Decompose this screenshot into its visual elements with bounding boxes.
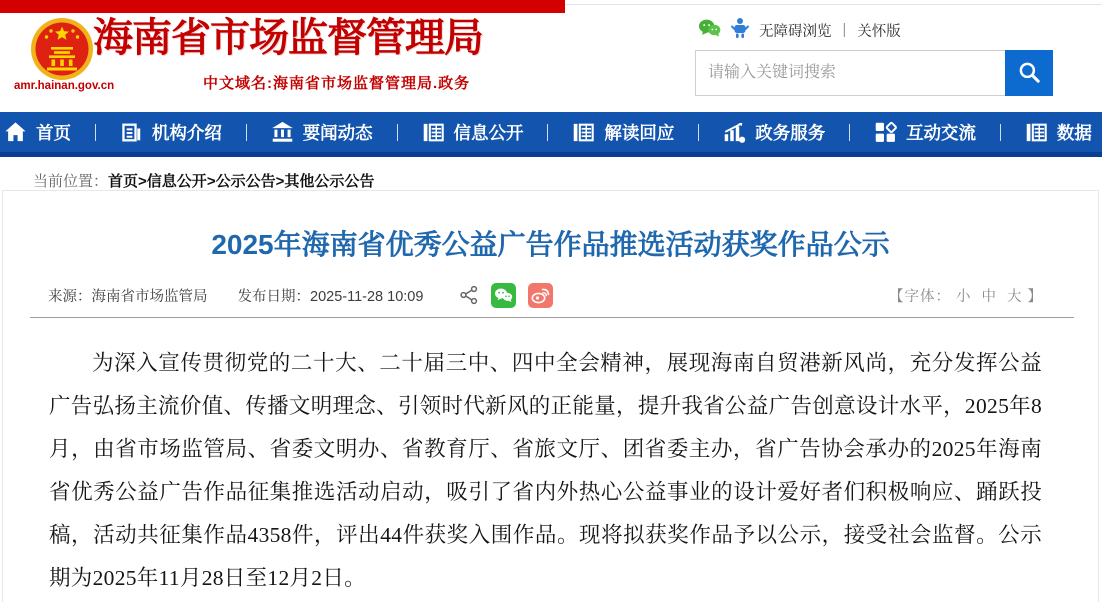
- nav-separator: [397, 124, 398, 141]
- national-emblem-icon: [30, 17, 94, 81]
- bank-icon: [271, 121, 294, 144]
- breadcrumb-label: 当前位置：: [33, 173, 109, 190]
- building-icon: [120, 121, 143, 144]
- font-control-prefix: 【字体：: [889, 289, 951, 305]
- nav-item-1[interactable]: [120, 120, 222, 145]
- search-input[interactable]: [695, 50, 1005, 96]
- nav-separator: [1000, 124, 1001, 141]
- breadcrumb-item[interactable]: 公示公告: [215, 173, 276, 190]
- nav-item-label: 首页: [36, 122, 71, 143]
- nav-item-label: 要闻动态: [302, 122, 373, 143]
- header-links: [698, 18, 901, 42]
- nav-separator: [849, 124, 850, 141]
- share-buttons: [459, 283, 553, 308]
- nav-separator: [246, 124, 247, 141]
- breadcrumb-item[interactable]: 首页: [108, 173, 139, 190]
- article-date: 发布日期：2025-11-28 10:09: [237, 288, 424, 305]
- search-icon: [1016, 59, 1042, 88]
- nav-item-5[interactable]: [723, 120, 825, 145]
- nav-item-label: 政务服务: [755, 122, 826, 143]
- nav-item-label: 数据: [1056, 122, 1092, 143]
- font-large-button[interactable]: 大: [1007, 289, 1023, 305]
- nav-item-label: 机构介绍: [151, 122, 222, 143]
- font-medium-button[interactable]: 中: [981, 289, 997, 305]
- list-icon: [572, 121, 595, 144]
- chart-icon: [723, 121, 746, 144]
- search-bar: [695, 50, 1053, 96]
- blocks-icon: [874, 121, 897, 144]
- nav-item-label: 互动交流: [906, 122, 977, 143]
- nav-separator: [95, 124, 96, 141]
- list-icon: [422, 121, 445, 144]
- font-small-button[interactable]: 小: [956, 289, 972, 305]
- search-button[interactable]: [1005, 50, 1053, 96]
- breadcrumb-separator: >: [206, 173, 216, 190]
- nav-item-0[interactable]: [4, 120, 71, 145]
- font-control-suffix: 】: [1027, 289, 1043, 305]
- breadcrumb-separator: >: [138, 173, 147, 190]
- wechat-share-icon[interactable]: [491, 283, 516, 308]
- article-meta: [48, 281, 1043, 309]
- nav-item-label: 信息公开: [453, 122, 524, 143]
- site-domain: amr.hainan.gov.cn: [14, 80, 115, 92]
- accessibility-link[interactable]: 无障碍浏览: [759, 23, 832, 40]
- header-links-separator: |: [842, 22, 847, 38]
- list-icon: [1025, 121, 1048, 144]
- top-gray-line: [565, 4, 1102, 5]
- article-title: 2025年海南省优秀公益广告作品推选活动获奖作品公示: [211, 229, 890, 260]
- breadcrumb-item[interactable]: 其他公示公告: [284, 173, 375, 190]
- breadcrumb: [33, 170, 374, 191]
- nav-item-6[interactable]: [874, 120, 976, 145]
- wechat-icon[interactable]: [698, 18, 721, 42]
- main-nav: [0, 112, 1102, 157]
- article-body: 为深入宣传贯彻党的二十大、二十届三中、四中全会精神，展现海南自贸港新风尚，充分发挥公益广告弘扬主流价值、传播文明理念、引领时代新风的正能量，提升我省公益广告创意设计水平，2025年8月，由省市场监管局、省委文明办、省教育厅、省旅文厅、团省委主办，省广告协会承办的2025年海南省优秀公益广告作品征集推选活动启动，吸引了省内外热心公益事业的设计爱好者们积极响应、踊跃投稿，活动共征集作品4358件，评出44件获奖入围作品。现将拟获奖作品予以公示，接受社会监督。公示期为2025年11月28日至12月2日。: [49, 351, 1042, 590]
- accessibility-icon[interactable]: [730, 17, 750, 43]
- nav-item-4[interactable]: [572, 120, 674, 145]
- font-size-control: [889, 285, 1043, 306]
- nav-item-2[interactable]: [271, 120, 373, 145]
- nav-separator: [547, 124, 548, 141]
- home-icon: [4, 121, 27, 144]
- breadcrumb-item[interactable]: 信息公开: [146, 173, 207, 190]
- nav-item-3[interactable]: [422, 120, 524, 145]
- meta-divider: [30, 317, 1074, 318]
- article-card: [2, 190, 1099, 602]
- article-source: 来源：海南省市场监管局: [48, 288, 208, 305]
- site-subtitle: 中文域名:海南省市场监督管理局.政务: [203, 75, 471, 92]
- site-title: 海南省市场监督管理局: [93, 15, 483, 60]
- nav-item-label: 解读回应: [604, 122, 675, 143]
- share-icon[interactable]: [459, 285, 479, 305]
- weibo-icon[interactable]: [528, 283, 553, 308]
- nav-separator: [698, 124, 699, 141]
- nav-item-7[interactable]: [1025, 120, 1092, 145]
- care-version-link[interactable]: 关怀版: [857, 23, 901, 40]
- breadcrumb-separator: >: [275, 173, 285, 190]
